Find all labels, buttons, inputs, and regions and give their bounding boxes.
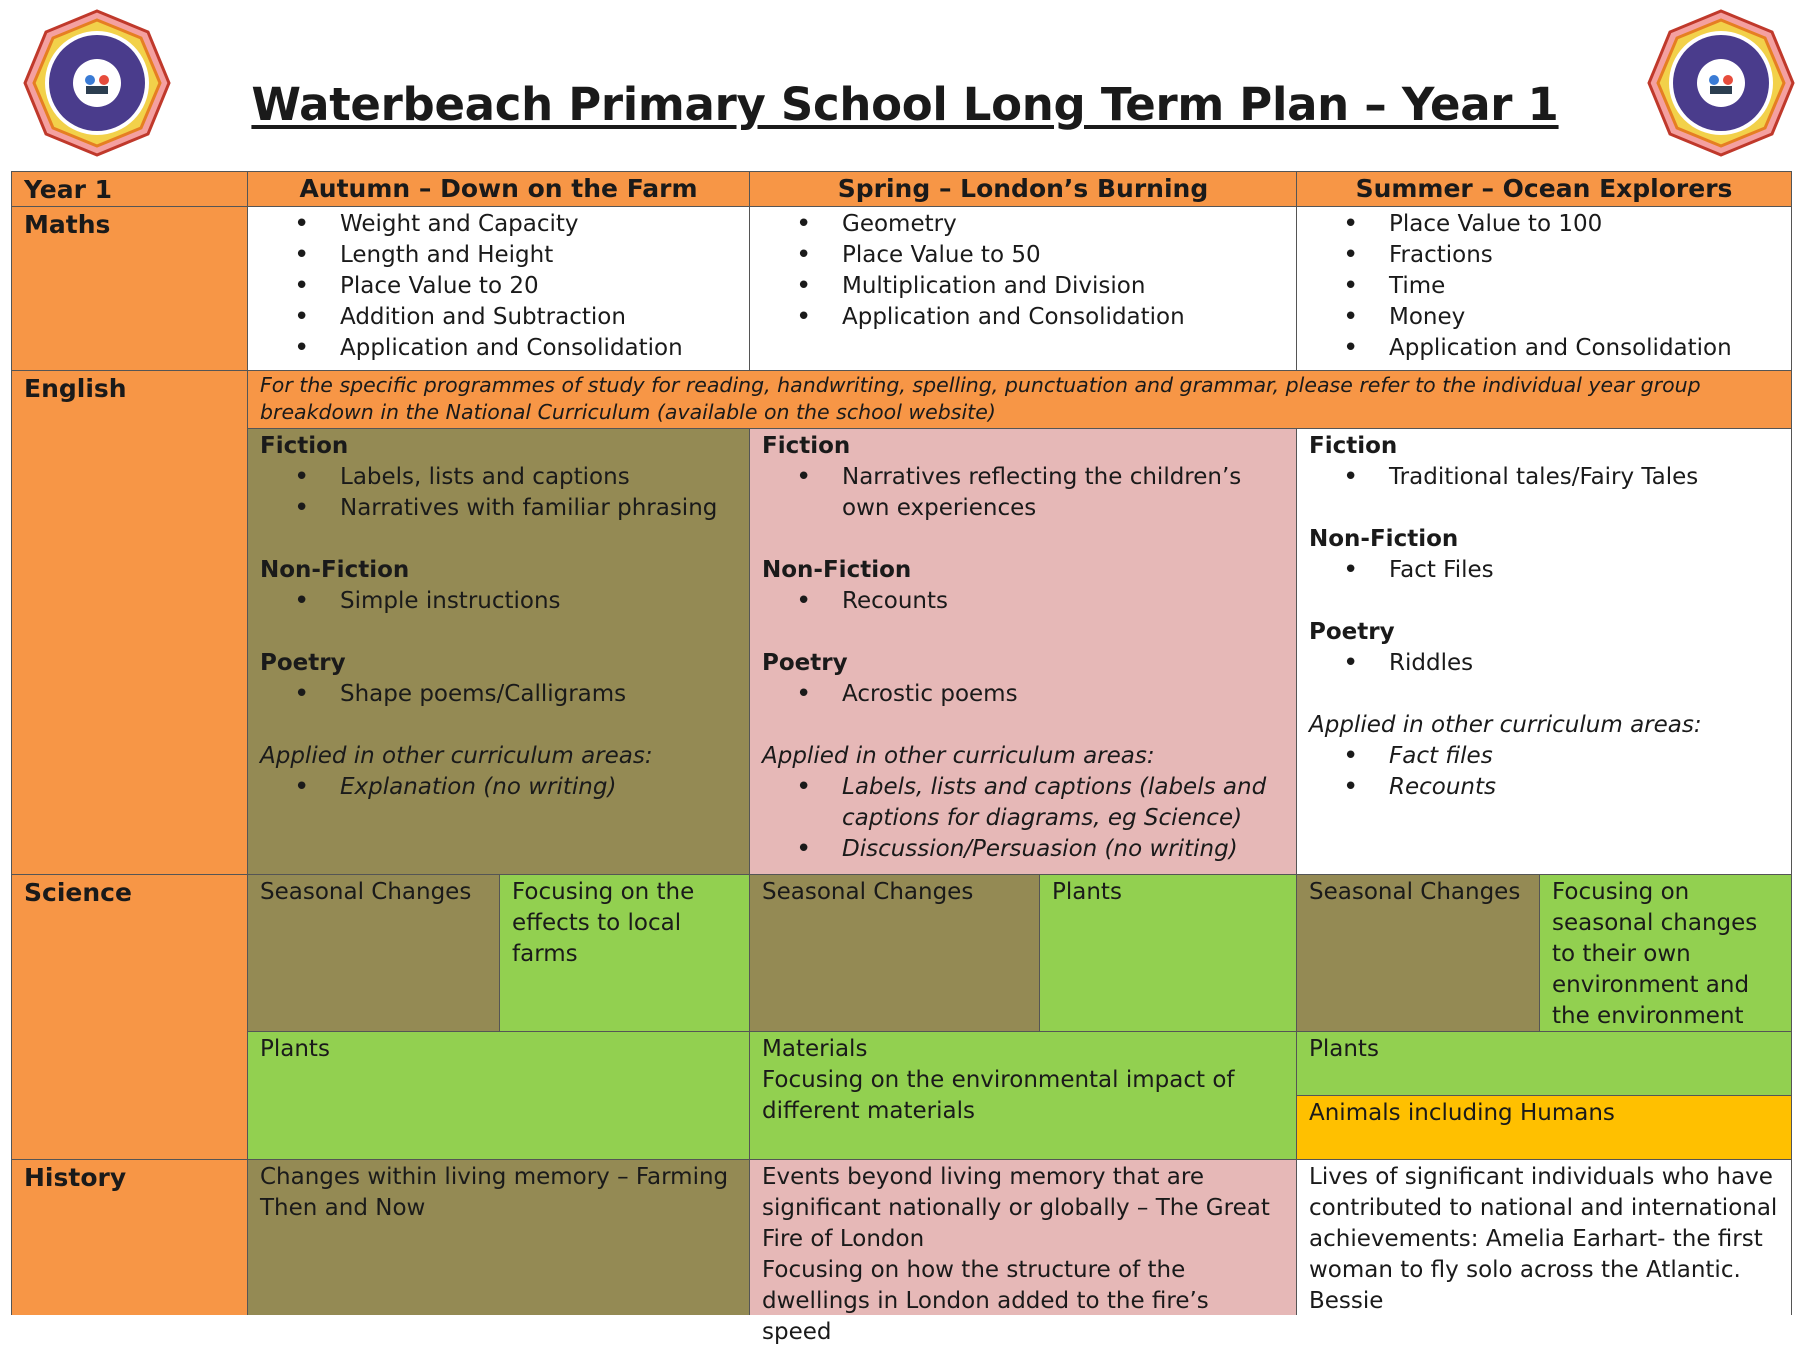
list-item: • Traditional tales/Fairy Tales [1389, 462, 1779, 493]
header-autumn: Autumn – Down on the Farm [248, 172, 750, 207]
science-autumn-plants: Plants [248, 1032, 750, 1160]
list-item: • Money [1389, 302, 1779, 333]
list-item: • Narratives reflecting the children’s own experiences [842, 462, 1284, 524]
fiction-list [1309, 462, 1779, 493]
plan-table [11, 171, 1792, 1345]
list-item: • Recounts [1389, 772, 1779, 803]
applied-list [1309, 741, 1779, 803]
applied-heading: Applied in other curriculum areas: [260, 743, 653, 769]
list-item: • Place Value to 20 [340, 271, 737, 302]
nonfiction-list [762, 586, 1284, 617]
materials-body: Focusing on the environmental impact of different materials [762, 1067, 1235, 1124]
nonfiction-list [260, 586, 737, 617]
english-autumn [248, 429, 750, 875]
applied-heading: Applied in other curriculum areas: [1309, 712, 1702, 738]
maths-autumn-list [260, 209, 737, 364]
list-item: • Labels, lists and captions (labels and captions for diagrams, eg Science) [842, 772, 1284, 834]
header-summer: Summer – Ocean Explorers [1297, 172, 1791, 207]
list-item: • Multiplication and Division [842, 271, 1284, 302]
poetry-list [762, 679, 1284, 710]
poetry-heading: Poetry [260, 650, 346, 676]
header-year: Year 1 [12, 172, 248, 207]
applied-list [260, 772, 737, 803]
poetry-list [1309, 648, 1779, 679]
poetry-list [260, 679, 737, 710]
fiction-heading: Fiction [260, 433, 349, 459]
list-item: • Acrostic poems [842, 679, 1284, 710]
list-item: • Geometry [842, 209, 1284, 240]
science-summer-animals: Animals including Humans [1297, 1096, 1791, 1160]
list-item: • Weight and Capacity [340, 209, 737, 240]
english-spring [750, 429, 1297, 875]
nonfiction-heading: Non-Fiction [260, 557, 410, 583]
poetry-heading: Poetry [762, 650, 848, 676]
science-autumn-topic: Seasonal Changes [248, 875, 500, 1032]
maths-summer-list [1309, 209, 1779, 364]
list-item: • Addition and Subtraction [340, 302, 737, 333]
maths-summer [1297, 207, 1791, 371]
list-item: • Time [1389, 271, 1779, 302]
nonfiction-heading: Non-Fiction [1309, 526, 1459, 552]
history-spring-focus: Focusing on how the structure of the dwellings in London added to the fire’s speed [762, 1257, 1209, 1345]
applied-heading: Applied in other curriculum areas: [762, 743, 1155, 769]
list-item: • Place Value to 50 [842, 240, 1284, 271]
science-autumn-focus: Focusing on the effects to local farms [500, 875, 750, 1032]
history-spring-topic: Events beyond living memory that are significant nationally or globally – The Great Fire of London [762, 1164, 1270, 1252]
list-item: • Length and Height [340, 240, 737, 271]
history-autumn: Changes within living memory – Farming Then and Now [248, 1160, 750, 1315]
list-item: • Fractions [1389, 240, 1779, 271]
list-item: • Narratives with familiar phrasing [340, 493, 737, 524]
poetry-heading: Poetry [1309, 619, 1395, 645]
row-label-history: History [12, 1160, 248, 1315]
english-note: For the specific programmes of study for reading, handwriting, spelling, punctuation and grammar, please refer to the individual year group breakdown in the National Curriculum (available on the school website) [248, 371, 1791, 429]
row-label-maths: Maths [12, 207, 248, 371]
fiction-heading: Fiction [762, 433, 851, 459]
list-item: • Fact Files [1389, 555, 1779, 586]
list-item: • Application and Consolidation [1389, 333, 1779, 364]
list-item: • Application and Consolidation [340, 333, 737, 364]
maths-autumn [248, 207, 750, 371]
applied-list [762, 772, 1284, 865]
science-spring-materials [750, 1032, 1297, 1160]
history-spring [750, 1160, 1297, 1345]
maths-spring-list [762, 209, 1284, 333]
list-item: • Place Value to 100 [1389, 209, 1779, 240]
page-title: Waterbeach Primary School Long Term Plan – Year 1 [251, 78, 1559, 131]
row-label-english: English [12, 371, 248, 875]
list-item: • Labels, lists and captions [340, 462, 737, 493]
history-summer: Lives of significant individuals who have contributed to national and international achievements: Amelia Earhart- the first woman to fly solo across the Atlantic. Bessie [1297, 1160, 1791, 1315]
list-item: • Explanation (no writing) [340, 772, 737, 803]
header-spring: Spring – London’s Burning [750, 172, 1297, 207]
fiction-list [260, 462, 737, 524]
list-item: • Fact files [1389, 741, 1779, 772]
science-summer-topic: Seasonal Changes [1297, 875, 1540, 1032]
list-item: • Simple instructions [340, 586, 737, 617]
list-item: • Recounts [842, 586, 1284, 617]
list-item: • Application and Consolidation [842, 302, 1284, 333]
materials-title: Materials [762, 1036, 868, 1062]
list-item: • Discussion/Persuasion (no writing) [842, 834, 1284, 865]
english-summer [1297, 429, 1791, 875]
row-label-science: Science [12, 875, 248, 1160]
science-spring-topic: Seasonal Changes [750, 875, 1040, 1032]
nonfiction-list [1309, 555, 1779, 586]
fiction-heading: Fiction [1309, 433, 1398, 459]
science-summer-focus: Focusing on seasonal changes to their own environment and the environment [1540, 875, 1791, 1032]
list-item: • Riddles [1389, 648, 1779, 679]
science-spring-focus: Plants [1040, 875, 1297, 1032]
maths-spring [750, 207, 1297, 371]
fiction-list [762, 462, 1284, 524]
science-summer-plants: Plants [1297, 1032, 1791, 1096]
nonfiction-heading: Non-Fiction [762, 557, 912, 583]
list-item: • Shape poems/Calligrams [340, 679, 737, 710]
